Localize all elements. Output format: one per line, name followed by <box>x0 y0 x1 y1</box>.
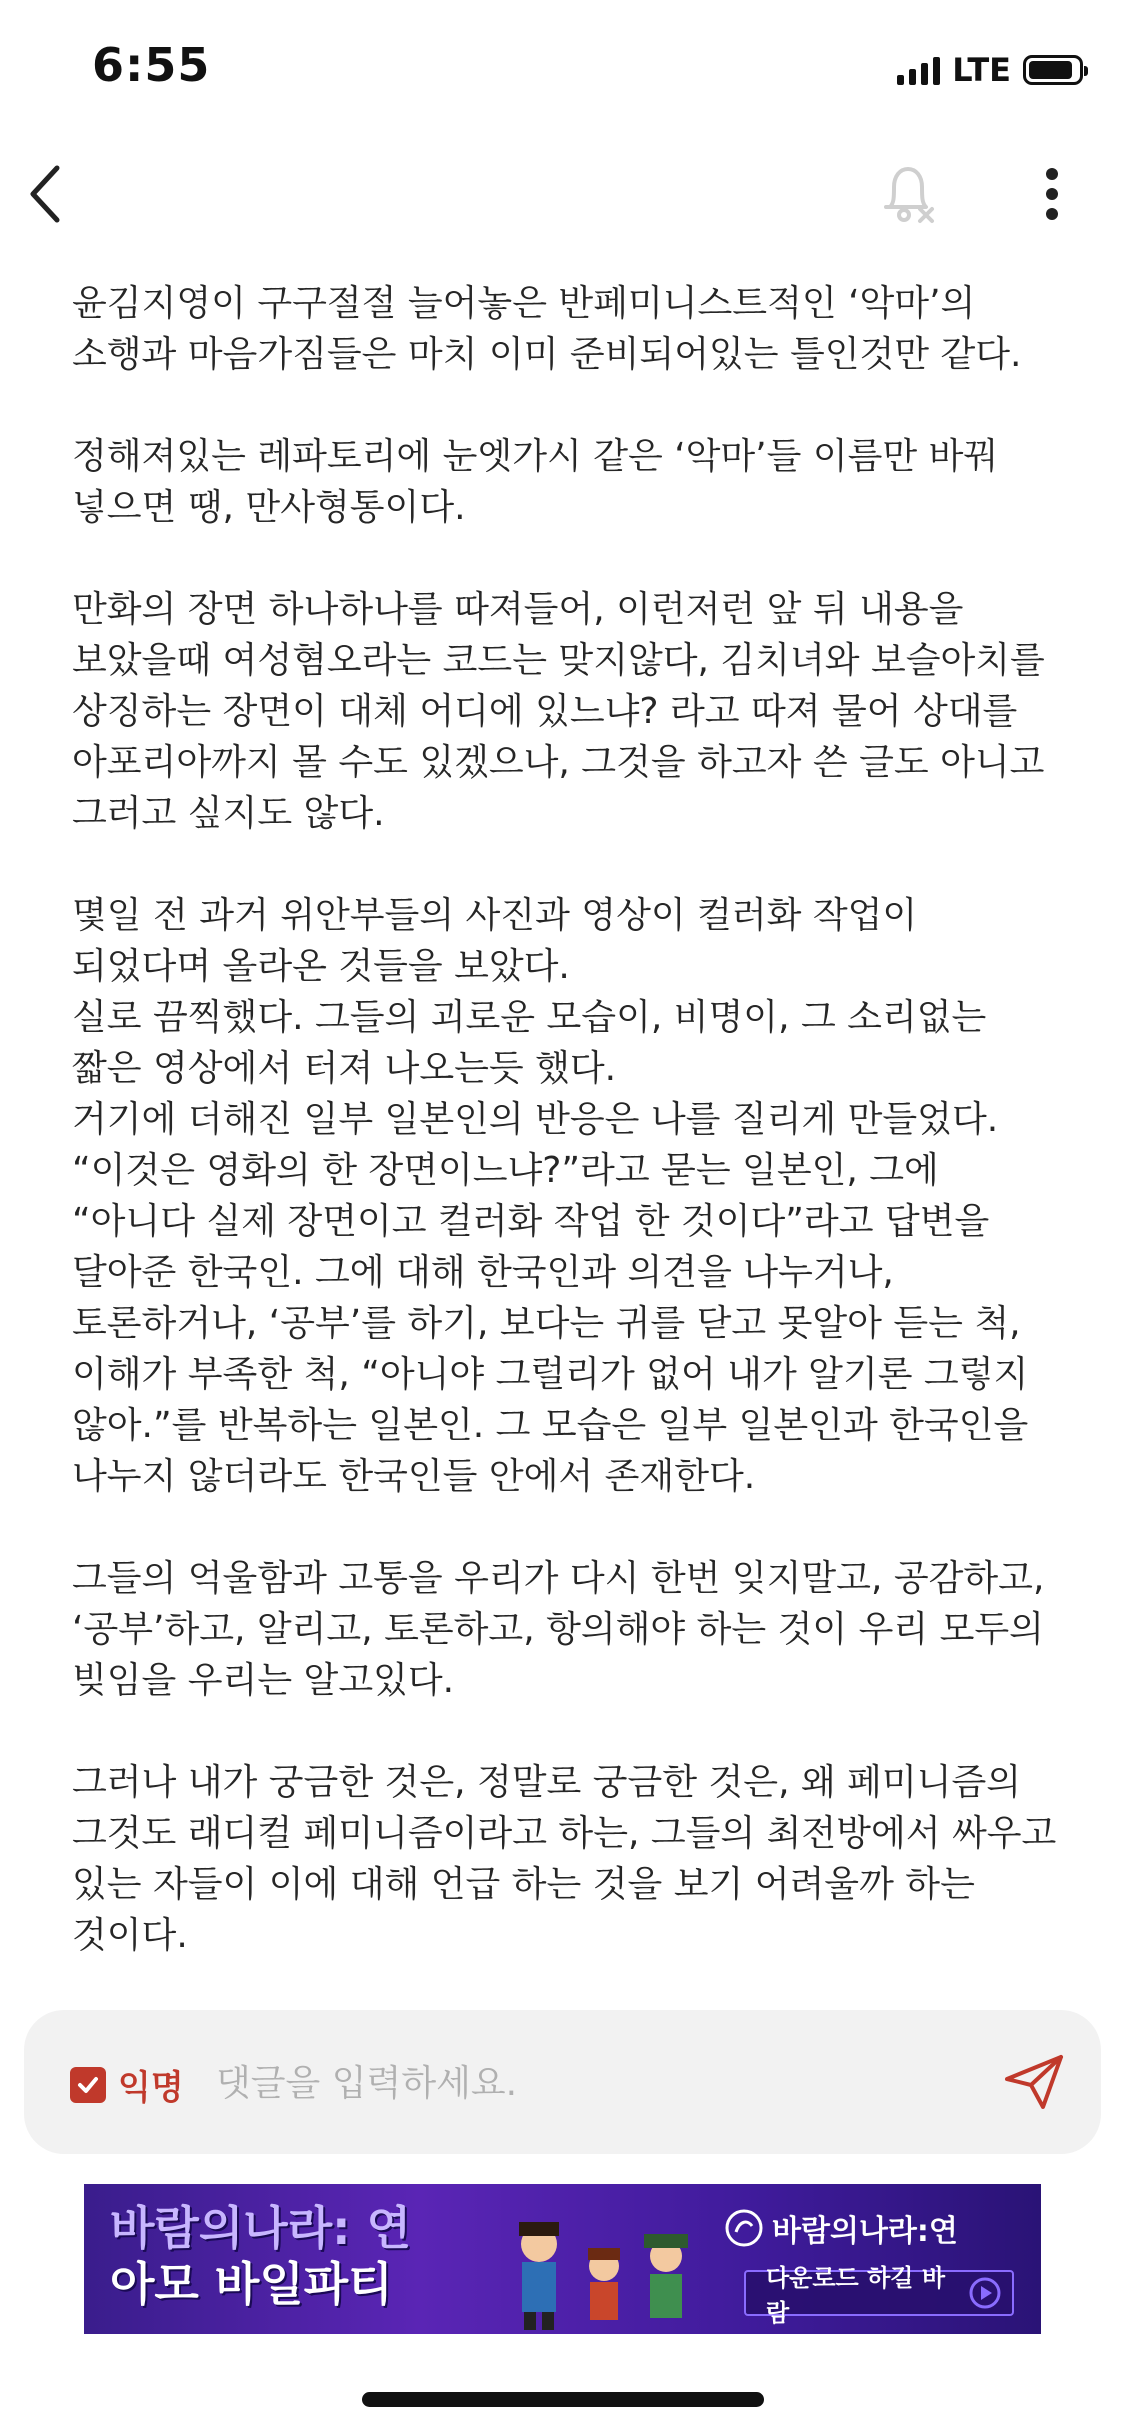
ad-logo <box>724 2206 958 2250</box>
signal-strength-icon <box>897 55 940 85</box>
battery-icon <box>1023 55 1083 85</box>
status-time: 6:55 <box>92 38 211 92</box>
article-paragraph: 몇일 전 과거 위안부들의 사진과 영상이 컬러화 작업이 되었다며 올라온 것들을 보았다. 실로 끔찍했다. 그들의 괴로운 모습이, 비명이, 그 소리없는 짧은 영상에서 터져 나오는듯 했다. 거기에 더해진 일부 일본인의 반응은 나를 질리게 만들었다. “이것은 영화의 한 장면이느냐?”라고 묻는 일본인, 그에 “아니다 실제 장면이고 컬러화 작업 한 것이다”라고 답변을 달아준 한국인. 그에 대해 한국인과 의견을 나누거나, 토론하거나, ‘공부’를 하기, 보다는 귀를 닫고 못알아 듣는 척, 이해가 부족한 척, “아니야 그럴리가 없어 내가 알기론 그렇지 않아.”를 반복하는 일본인. 그 모습은 일부 일본인과 한국인을 나누지 않더라도 한국인들 안에서 존재한다. <box>72 895 1029 1497</box>
ad-logo-text: 바람의나라:연 <box>772 2214 958 2249</box>
article-paragraph: 정해져있는 레파토리에 눈엣가시 같은 ‘악마’들 이름만 바꿔 넣으면 땡, 만사형통이다. <box>72 436 999 528</box>
notification-toggle-button[interactable] <box>868 154 948 234</box>
navigation-bar <box>0 132 1125 252</box>
comment-input[interactable] <box>214 2050 978 2116</box>
more-options-button[interactable] <box>1022 154 1082 234</box>
play-icon <box>968 2276 1002 2310</box>
more-vertical-icon <box>1042 164 1062 224</box>
ad-title-line: 바람의나라: 연 <box>110 2201 412 2255</box>
chevron-left-icon <box>25 162 65 226</box>
anonymous-checkbox[interactable] <box>70 2067 106 2103</box>
article-paragraph: 그러나 내가 궁금한 것은, 정말로 궁금한 것은, 왜 페미니즘의 그것도 래디컬 페미니즘이라고 하는, 그들의 최전방에서 싸우고 있는 자들이 이에 대해 언급 하는 것을 보기 어려울까 하는 것이다. <box>72 1762 1057 1956</box>
send-button[interactable] <box>994 2044 1074 2120</box>
article-body <box>72 278 1062 2012</box>
battery-level <box>1029 61 1072 79</box>
ad-banner[interactable] <box>84 2184 1041 2334</box>
back-button[interactable] <box>10 156 80 232</box>
status-indicators <box>897 52 1083 88</box>
send-icon <box>1003 2053 1065 2111</box>
bell-off-icon <box>876 159 940 229</box>
article-paragraph: 만화의 장면 하나하나를 따져들어, 이런저런 앞 뒤 내용을 보았을때 여성혐오라는 코드는 맞지않다, 김치녀와 보슬아치를 상징하는 장면이 대체 어디에 있느냐? 라고 따져 물어 상대를 아포리아까지 몰 수도 있겠으나, 그것을 하고자 쓴 글도 아니고 그러고 싶지도 않다. <box>72 589 1045 834</box>
article-paragraph: 윤김지영이 구구절절 늘어놓은 반페미니스트적인 ‘악마’의 소행과 마음가짐들은 마치 이미 준비되어있는 틀인것만 같다. <box>72 283 1022 375</box>
checkmark-icon <box>75 2072 101 2098</box>
ad-characters-image <box>494 2204 724 2334</box>
status-bar <box>0 0 1125 132</box>
network-type: LTE <box>952 51 1011 89</box>
anonymous-label: 익명 <box>118 2068 184 2108</box>
article-paragraph: 그들의 억울함과 고통을 우리가 다시 한번 잊지말고, 공감하고, ‘공부’하고, 알리고, 토론하고, 항의해야 하는 것이 우리 모두의 빚임을 우리는 알고있다. <box>72 1558 1045 1701</box>
ad-cta-label: 다운로드 하길 바람 <box>766 2264 945 2327</box>
ad-title <box>110 2200 411 2312</box>
anonymous-toggle[interactable] <box>70 2060 184 2109</box>
game-logo-icon <box>724 2208 764 2248</box>
ad-download-button[interactable] <box>744 2264 1014 2327</box>
home-indicator[interactable] <box>362 2392 764 2407</box>
comment-composer <box>24 2010 1101 2154</box>
ad-title-line: 아모 바일파티 <box>110 2257 393 2311</box>
